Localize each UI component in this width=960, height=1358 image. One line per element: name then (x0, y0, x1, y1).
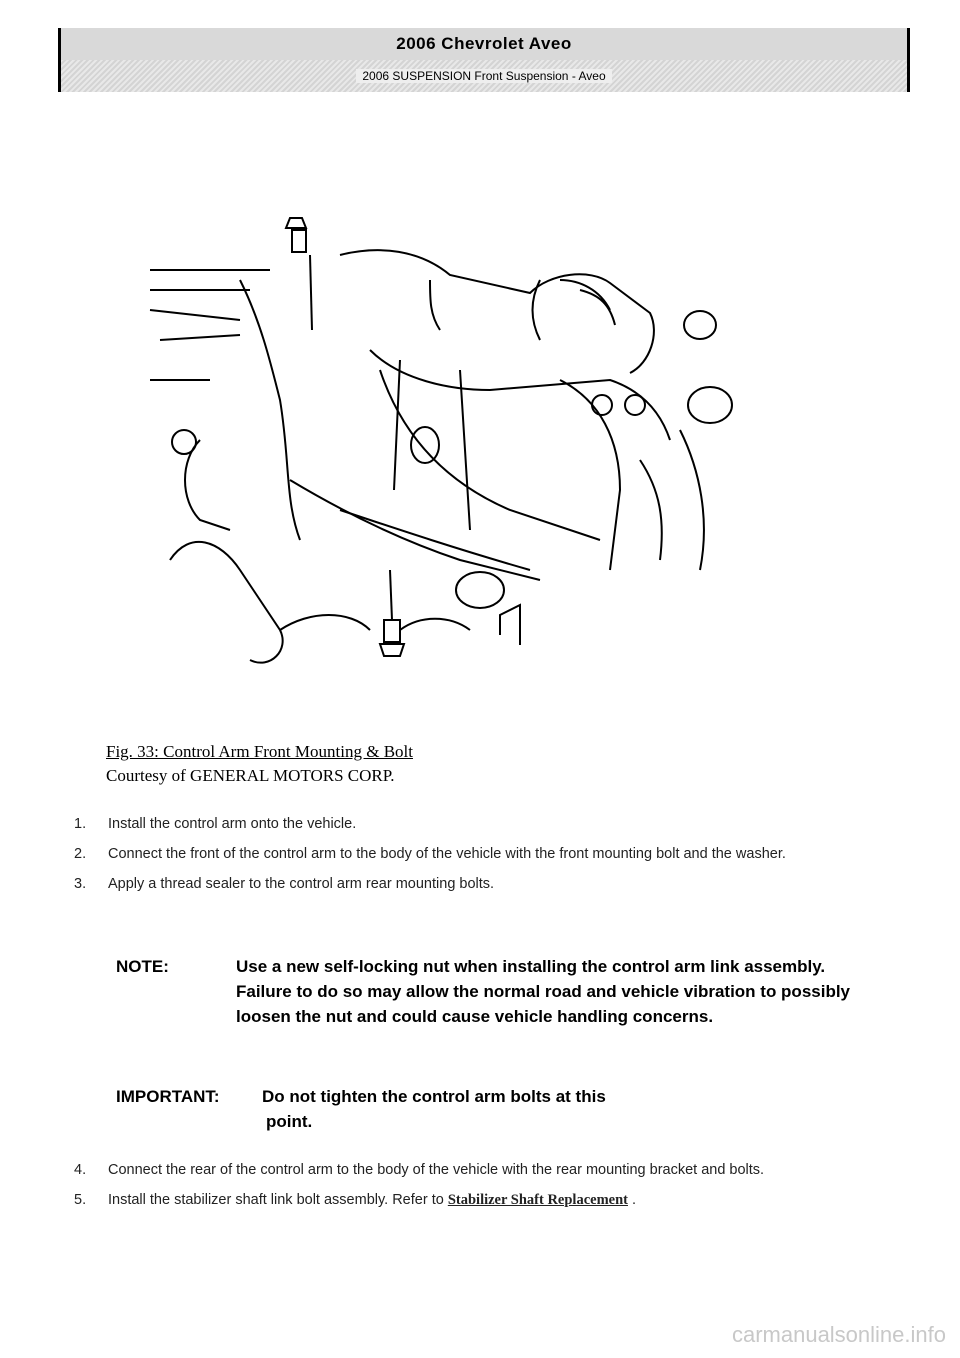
figure-caption-title: Fig. 33: Control Arm Front Mounting & Bolt (106, 742, 413, 761)
note-label: NOTE: (116, 957, 169, 976)
control-arm-illustration (140, 210, 760, 670)
procedure-step (74, 812, 904, 836)
note-text: Use a new self-locking nut when installing the control arm link assembly. Failure to do so may allow the normal road and vehicle vibration to possibly loosen the nut and could cause vehicle handling concerns. (236, 957, 851, 1026)
important-text-continued: point. (266, 1112, 313, 1131)
front-mounting-bolt-top (286, 218, 312, 330)
step-number: 2. (74, 846, 87, 862)
important-label: IMPORTANT: (116, 1087, 220, 1106)
step-text: Install the control arm onto the vehicle. (108, 816, 357, 832)
document-subtitle: 2006 SUSPENSION Front Suspension - Aveo (356, 69, 611, 83)
step-number: 5. (74, 1192, 87, 1208)
procedure-step (74, 872, 904, 896)
important-text: Do not tighten the control arm bolts at this (262, 1087, 606, 1106)
figure-caption-credit: Courtesy of GENERAL MOTORS CORP. (106, 766, 395, 785)
control-arm (170, 430, 530, 663)
step-text: Connect the rear of the control arm to the body of the vehicle with the rear mounting bracket and bolts. (108, 1162, 765, 1178)
procedure-steps (74, 812, 904, 902)
document-subtitle-bar (61, 60, 907, 92)
step-text: Install the stabilizer shaft link bolt assembly. Refer to (108, 1192, 448, 1208)
front-mounting-bolt-bottom (380, 570, 404, 656)
document-title: 2006 Chevrolet Aveo (61, 28, 907, 60)
procedure-step (74, 842, 904, 866)
step-number: 3. (74, 876, 87, 892)
step-text: Apply a thread sealer to the control arm rear mounting bolts. (108, 876, 495, 892)
procedure-steps-continued (74, 1158, 904, 1218)
step-text: Connect the front of the control arm to the body of the vehicle with the front mounting bolt and the washer. (108, 846, 786, 862)
procedure-step (74, 1188, 904, 1212)
subframe-outline (150, 270, 704, 580)
figure-caption (106, 740, 413, 788)
step-text-end: . (627, 1192, 637, 1208)
stabilizer-shaft-replacement-link[interactable]: Stabilizer Shaft Replacement (447, 1192, 628, 1208)
page-header (58, 28, 910, 92)
step-number: 1. (74, 816, 87, 832)
step-number: 4. (74, 1162, 87, 1178)
watermark: carmanualsonline.info (731, 1322, 946, 1347)
procedure-step (74, 1158, 904, 1182)
